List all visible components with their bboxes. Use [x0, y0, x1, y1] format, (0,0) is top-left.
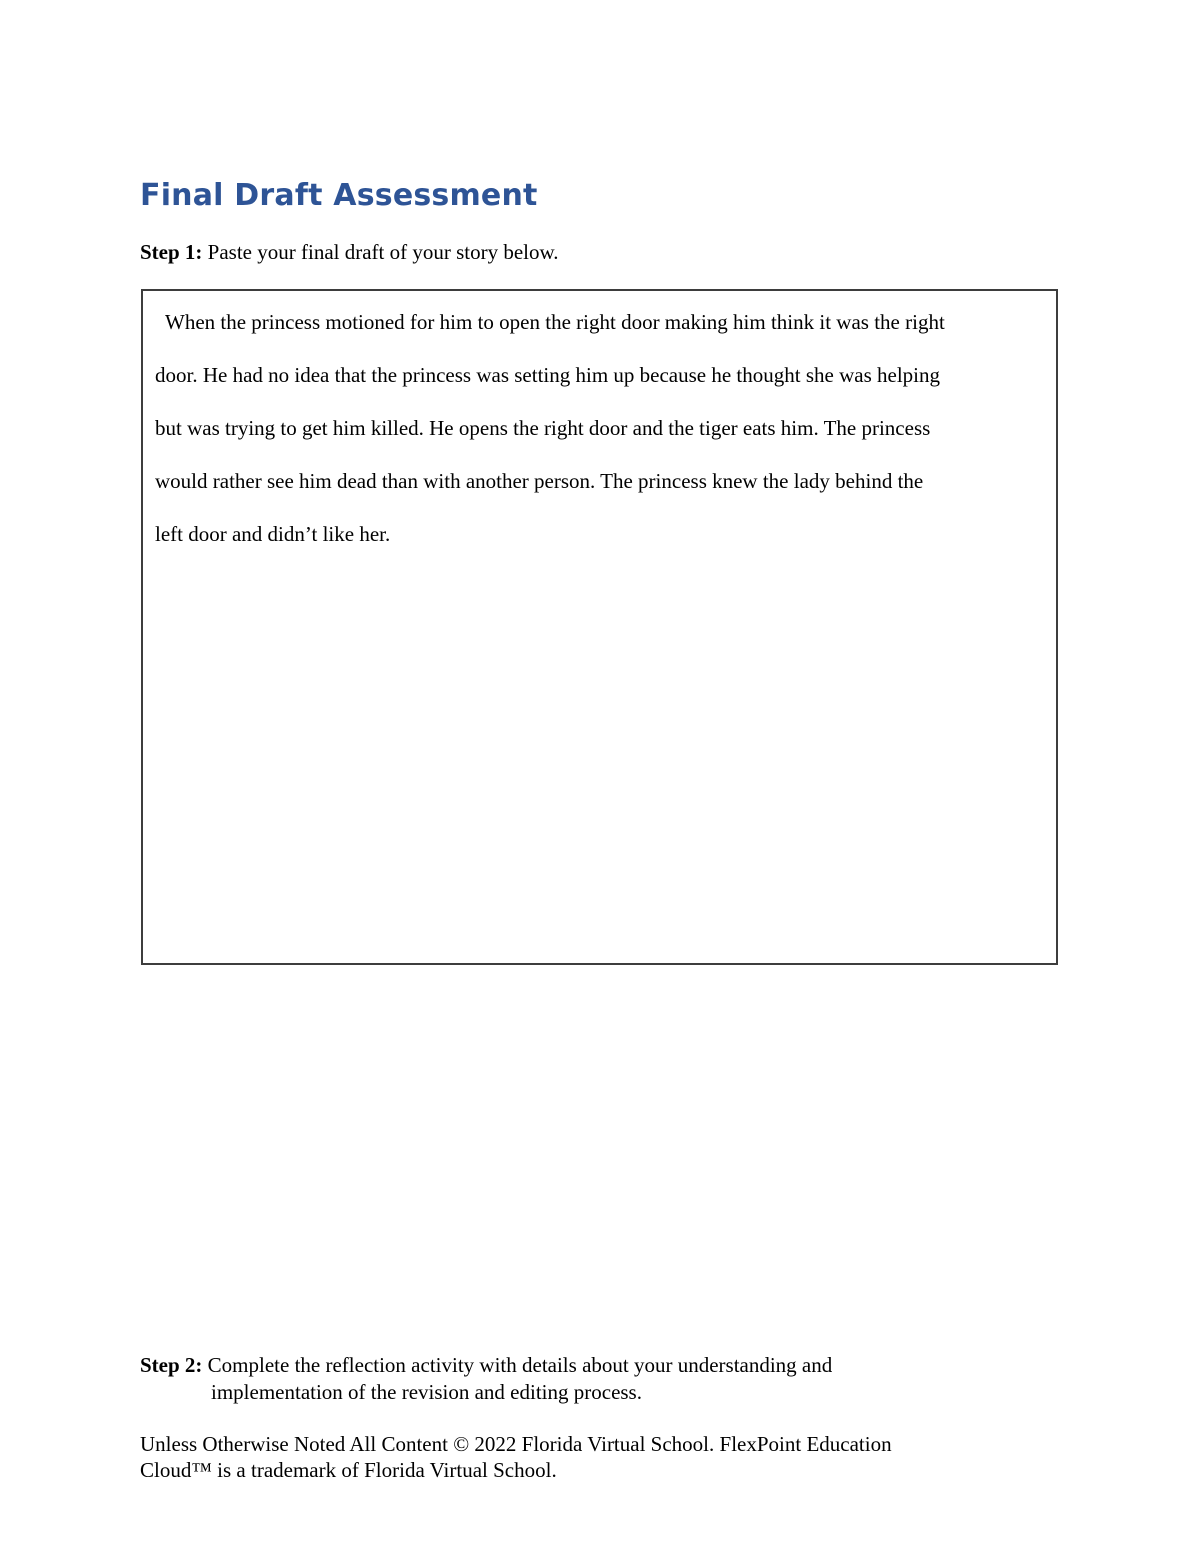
- step2-line-2: implementation of the revision and editing process.: [211, 1380, 642, 1404]
- step2-line-1: [140, 1352, 832, 1379]
- step2-instruction: [140, 1352, 832, 1406]
- step2-label: Step 2:: [140, 1353, 203, 1377]
- step2-text: Complete the reflection activity with details about your understanding and: [202, 1353, 833, 1377]
- footer-line-2: Cloud™ is a trademark of Florida Virtual School.: [140, 1458, 557, 1482]
- draft-text-line: would rather see him dead than with another person. The princess knew the lady behind the: [155, 469, 924, 493]
- step1-text: Paste your final draft of your story below.: [202, 240, 559, 264]
- draft-text-line: door. He had no idea that the princess was setting him up because he thought she was helping: [155, 363, 940, 387]
- draft-text-line: When the princess motioned for him to open the right door making him think it was the right: [165, 310, 945, 334]
- footer-line-1: Unless Otherwise Noted All Content © 2022 Florida Virtual School. FlexPoint Education: [140, 1432, 892, 1456]
- page-title: Final Draft Assessment: [140, 178, 538, 214]
- draft-text-line: left door and didn’t like her.: [155, 522, 391, 546]
- copyright-footer: [140, 1431, 892, 1483]
- step1-label: Step 1:: [140, 240, 203, 264]
- final-draft-textbox[interactable]: [141, 289, 1058, 965]
- draft-text-line: but was trying to get him killed. He opens the right door and the tiger eats him. The princess: [155, 416, 931, 440]
- step1-instruction: [140, 240, 559, 265]
